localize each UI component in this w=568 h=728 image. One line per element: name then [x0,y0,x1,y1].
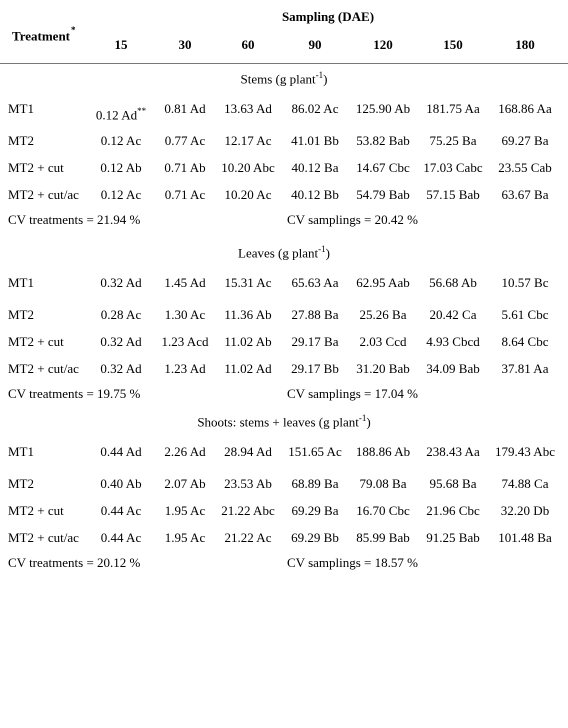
table-cell [162,334,209,350]
cell-value: 1.95 Ac [164,503,206,518]
table-cell [426,187,479,203]
cell-value: 188.86 Ab [355,444,411,459]
column-header-180: 180 [515,37,535,52]
cell-value: 29.17 Ba [291,334,339,349]
cell-value: 31.20 Bab [356,361,410,376]
cell-value: 34.09 Bab [426,361,480,376]
cell-value: 1.45 Ad [164,275,206,290]
section-title-close: ) [325,245,330,261]
table-cell [291,361,339,377]
section-title-exponent: -1 [315,70,324,80]
table-row [0,101,568,123]
table-row [0,503,568,519]
cell-value: 28.94 Ad [224,444,272,459]
table-cell [426,334,479,350]
cell-value: 32.20 Db [500,503,550,518]
table-cell [221,160,274,176]
cv-samplings: CV samplings = 20.42 % [287,212,418,227]
table-cell [101,187,141,203]
cell-value: 91.25 Bab [426,530,480,545]
row-label: MT2 + cut/ac [8,361,79,376]
cell-value: 0.32 Ad [100,361,142,376]
cell-value: 0.71 Ab [164,160,206,175]
cell-value: 10.57 Bc [501,275,549,290]
table-cell [502,476,549,492]
row-label: MT2 [8,476,34,491]
table-row [0,334,568,350]
cell-value: 69.27 Ba [501,133,549,148]
cell-value: 11.36 Ab [224,307,272,322]
cell-value: 69.29 Ba [291,503,339,518]
cell-value: 27.88 Ba [291,307,339,322]
table-cell [426,503,479,519]
header-sampling-title: Sampling (DAE) [281,9,375,24]
table-cell [292,334,339,350]
treatment-label: Treatment [12,28,70,44]
table-cell [224,334,271,350]
cell-value: 75.25 Ba [429,133,477,148]
table-cell [100,476,141,492]
table-cell [426,530,479,546]
cell-value: 79.08 Ba [359,476,407,491]
cell-value: 11.02 Ab [224,334,272,349]
header-rule [0,63,568,64]
table-cell [225,275,272,291]
table-cell [165,187,205,203]
cell-value: 40.12 Ba [291,160,339,175]
cell-value: 15.31 Ac [224,275,272,290]
table-cell [292,160,339,176]
section-title [0,244,568,261]
column-header-120: 120 [373,37,393,52]
table-cell [164,361,205,377]
cell-value: 125.90 Ab [355,101,411,116]
cell-value: 0.77 Ac [164,133,206,148]
table-cell [292,101,339,117]
column-header-15: 15 [114,37,128,52]
cv-samplings: CV samplings = 17.04 % [287,386,418,401]
table-cell [292,476,339,492]
cell-value: 37.81 Aa [501,361,549,376]
table-cell [430,476,477,492]
table-cell [360,476,407,492]
cell-value: 0.12 Ab [100,160,142,175]
cell-value: 1.30 Ac [164,307,206,322]
cell-value: 25.26 Ba [359,307,407,322]
cell-value: 23.55 Cab [498,160,552,175]
table-cell [101,530,141,546]
table-cell [495,444,555,460]
cell-value: 17.03 Cabc [423,160,483,175]
table-cell [498,530,551,546]
cv-treatments: CV treatments = 19.75 % [8,386,141,401]
table-cell [291,530,339,546]
table-cell [356,444,410,460]
table-row [0,361,568,377]
cell-value: 4.93 Cbcd [426,334,480,349]
table-cell [96,106,146,123]
table-cell [360,334,407,350]
table-cell [164,476,205,492]
section-title-exponent: -1 [318,244,326,254]
cell-value: 0.40 Ab [100,476,142,491]
table-cell [221,503,274,519]
table-cell [423,160,482,176]
table-cell [502,361,549,377]
section-title [0,413,568,430]
section-title-close: ) [323,71,328,87]
cell-value: 1.23 Acd [161,334,209,349]
cell-value: 10.20 Ac [224,187,272,202]
cell-value: 16.70 Cbc [356,503,410,518]
cv-treatments: CV treatments = 20.12 % [8,555,141,570]
column-header-150: 150 [443,37,463,52]
cell-value: 0.44 Ac [100,530,142,545]
table-cell [288,444,341,460]
table-cell [165,307,205,323]
cell-value: 85.99 Bab [356,530,410,545]
cell-value: 10.20 Abc [221,160,275,175]
cell-value: 0.44 Ac [100,503,142,518]
table-row [0,307,568,323]
cell-value: 57.15 Bab [426,187,480,202]
table-cell [224,307,271,323]
cell-value: 151.65 Ac [288,444,342,459]
cell-value: 53.82 Bab [356,133,410,148]
table-cell [502,275,549,291]
cell-value: 12.17 Ac [224,133,272,148]
cell-value: 56.68 Ab [429,275,477,290]
cell-value: 21.22 Abc [221,503,275,518]
cell-value: 0.28 Ac [100,307,142,322]
table-cell [100,275,141,291]
table-row [0,530,568,546]
table-row [0,476,568,492]
cell-value: 8.64 Cbc [501,334,549,349]
table-cell [498,101,551,117]
cell-value: 0.32 Ad [100,334,142,349]
treatment-footnote-marker: * [71,25,76,35]
table-cell [225,530,272,546]
table-cell [356,187,409,203]
row-label: MT2 + cut [8,160,64,175]
row-label: MT2 + cut [8,334,64,349]
table-cell [430,133,477,149]
row-label: MT2 [8,307,34,322]
table-cell [100,444,141,460]
cell-value: 40.12 Bb [291,187,339,202]
table-cell [224,361,271,377]
cell-value: 95.68 Ba [429,476,477,491]
cell-value: 1.23 Ad [164,361,206,376]
table-cell [165,133,205,149]
cell-value: 0.12 Ac [100,133,142,148]
cell-value: 68.89 Ba [291,476,339,491]
row-label: MT2 + cut/ac [8,187,79,202]
table-cell [498,160,551,176]
cell-value: 69.29 Bb [291,530,339,545]
cv-samplings: CV samplings = 18.57 % [287,555,418,570]
cell-value: 238.43 Aa [426,444,480,459]
cv-treatments: CV treatments = 21.94 % [8,212,141,227]
section-title-text: Leaves (g plant [238,245,319,261]
column-header-30: 30 [178,37,192,52]
cell-value: 0.12 Ac [100,187,142,202]
table-cell [291,187,339,203]
row-label: MT1 [8,275,34,290]
table-cell [502,187,549,203]
table-row [0,133,568,149]
cell-value: 5.61 Cbc [501,307,549,322]
table-cell [356,503,409,519]
row-label: MT1 [8,444,34,459]
table-cell [164,101,205,117]
table-cell [164,275,205,291]
table-cell [101,503,141,519]
section-title-exponent: -1 [358,413,367,423]
cell-value: 2.03 Ccd [359,334,407,349]
cell-value: 101.48 Ba [498,530,552,545]
table-cell [164,160,205,176]
table-cell [291,133,339,149]
table-cell [429,275,477,291]
cell-value: 86.02 Ac [291,101,339,116]
table-cell [356,133,409,149]
table-cell [225,133,272,149]
column-headers [0,37,568,53]
cell-value: 0.81 Ad [164,101,206,116]
cell-value: 23.53 Ab [224,476,272,491]
row-label: MT2 [8,133,34,148]
cell-value: 11.02 Ad [224,361,272,376]
table-cell [502,307,549,323]
cell-value: 41.01 Bb [291,133,339,148]
table-cell [164,444,205,460]
cell-value: 181.75 Aa [426,101,480,116]
cell-value: 0.71 Ac [164,187,206,202]
row-label: MT2 + cut/ac [8,530,79,545]
cell-footnote-marker: ** [137,106,147,116]
table-cell [101,133,141,149]
table-row [0,444,568,460]
cell-value: 2.26 Ad [164,444,206,459]
column-header-90: 90 [308,37,322,52]
table-cell [426,444,479,460]
table-cell [356,101,410,117]
table-cell [224,476,272,492]
section-title [0,70,568,87]
cell-value: 63.67 Ba [501,187,549,202]
table-cell [356,275,409,291]
table-cell [356,530,409,546]
table-cell [165,503,205,519]
section-title-text: Stems (g plant [240,71,316,87]
cell-value: 14.67 Cbc [356,160,410,175]
table-cell [292,307,339,323]
section-title-text: Shoots: stems + leaves (g plant [197,414,359,430]
table-cell [224,444,272,460]
table-cell [356,361,409,377]
table-cell [292,503,339,519]
cell-value: 0.12 Ad [95,107,138,123]
table-cell [165,530,205,546]
table-cell [426,361,479,377]
cell-value: 179.43 Abc [495,444,555,459]
cell-value: 0.32 Ad [100,275,142,290]
table-cell [360,307,407,323]
row-label: MT1 [8,101,34,116]
cell-value: 13.63 Ad [224,101,272,116]
table-cell [100,160,141,176]
table-row [0,187,568,203]
table-row [0,275,568,291]
cell-value: 20.42 Ca [429,307,477,322]
table-cell [502,133,549,149]
table-cell [224,101,272,117]
table-cell [426,101,479,117]
table-cell [501,503,549,519]
cell-value: 54.79 Bab [356,187,410,202]
cell-value: 21.96 Cbc [426,503,480,518]
cell-value: 168.86 Aa [498,101,552,116]
table-cell [356,160,409,176]
row-label: MT2 + cut [8,503,64,518]
table-cell [502,334,549,350]
cell-value: 0.44 Ad [100,444,142,459]
table-cell [430,307,477,323]
cell-value: 21.22 Ac [224,530,272,545]
cell-value: 29.17 Bb [291,361,339,376]
column-header-60: 60 [241,37,255,52]
cell-value: 62.95 Aab [356,275,410,290]
section-title-close: ) [366,414,371,430]
table-cell [292,275,339,291]
table-cell [100,361,141,377]
table-cell [225,187,272,203]
cell-value: 2.07 Ab [164,476,206,491]
cell-value: 74.88 Ca [501,476,549,491]
cell-value: 65.63 Aa [291,275,339,290]
table-row [0,160,568,176]
table-cell [100,334,141,350]
cell-value: 1.95 Ac [164,530,206,545]
table-cell [101,307,141,323]
